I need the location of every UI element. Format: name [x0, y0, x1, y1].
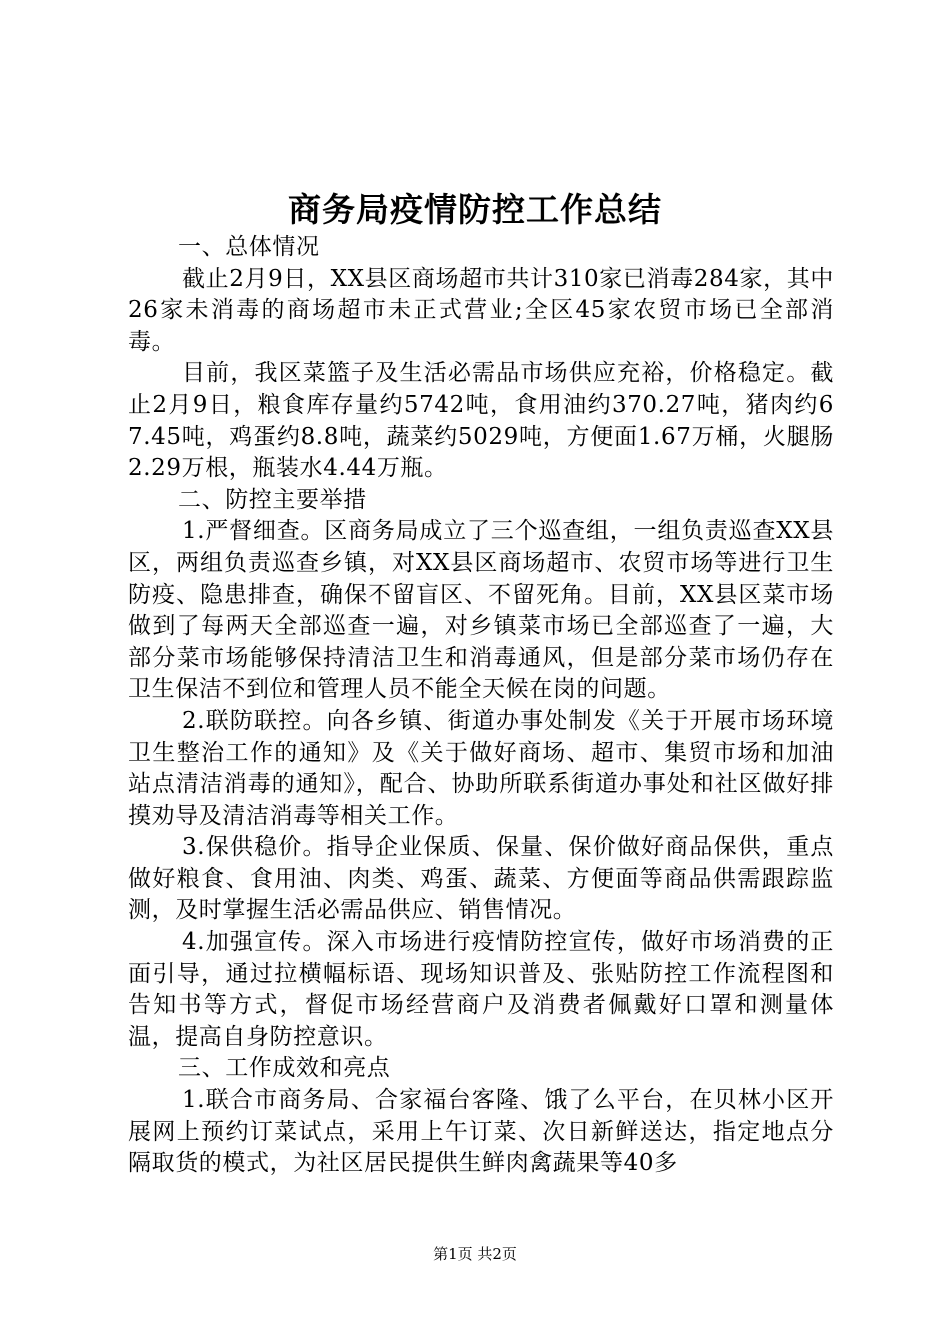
section-heading-overview: 一、总体情况	[178, 234, 320, 260]
paragraph-price-stability: 3.保供稳价。指导企业保质、保量、保价做好商品保供，重点做好粮食、食用油、肉类、鸡蛋、蔬菜、方便面等商品供需跟踪监测，及时掌握生活必需品供应、销售情况。	[128, 834, 834, 924]
paragraph-inspection: 1.严督细查。区商务局成立了三个巡查组，一组负责巡查XX县区，两组负责巡查乡镇，对XX县区商场超市、农贸市场等进行卫生防疫、隐患排查，确保不留盲区、不留死角。目前，XX县区菜市场做到了每两天全部巡查一遍，对乡镇菜市场已全部巡查了一遍，大部分菜市场能够保持清洁卫生和消毒通风，但是部分菜市场仍存在卫生保洁不到位和管理人员不能全天候在岗的问题。	[128, 518, 834, 703]
document-body	[128, 232, 834, 1180]
page-footer: 第1页 共2页	[433, 1245, 517, 1263]
document-title: 商务局疫情防控工作总结	[288, 190, 662, 229]
section-heading-results: 三、工作成效和亮点	[178, 1055, 391, 1082]
section-heading-measures: 二、防控主要举措	[178, 486, 367, 513]
paragraph-joint-control: 2.联防联控。向各乡镇、街道办事处制发《关于开展市场环境卫生整治工作的通知》及《关于做好商场、超市、集贸市场和加油站点清洁消毒的通知》，配合、协助所联系街道办事处和社区做好排摸劝导及清洁消毒等相关工作。	[128, 707, 834, 829]
paragraph-disinfection: 截止2月9日，XX县区商场超市共计310家已消毒284家，其中26家未消毒的商场超市未正式营业;全区45家农贸市场已全部消毒。	[128, 265, 834, 355]
paragraph-online-ordering: 1.联合市商务局、合家福台客隆、饿了么平台，在贝林小区开展网上预约订菜试点，采用上午订菜、次日新鲜送达，指定地点分隔取货的模式，为社区居民提供生鲜肉禽蔬果等40多	[128, 1087, 834, 1177]
paragraph-supply: 目前，我区菜篮子及生活必需品市场供应充裕，价格稳定。截止2月9日，粮食库存量约5742吨，食用油约370.27吨，猪肉约67.45吨，鸡蛋约8.8吨，蔬菜约5029吨，方便面1.67万桶，火腿肠2.29万根，瓶装水4.44万瓶。	[128, 360, 834, 482]
paragraph-publicity: 4.加强宣传。深入市场进行疫情防控宣传，做好市场消费的正面引导，通过拉横幅标语、现场知识普及、张贴防控工作流程图和告知书等方式，督促市场经营商户及消费者佩戴好口罩和测量体温，提高自身防控意识。	[128, 929, 834, 1050]
